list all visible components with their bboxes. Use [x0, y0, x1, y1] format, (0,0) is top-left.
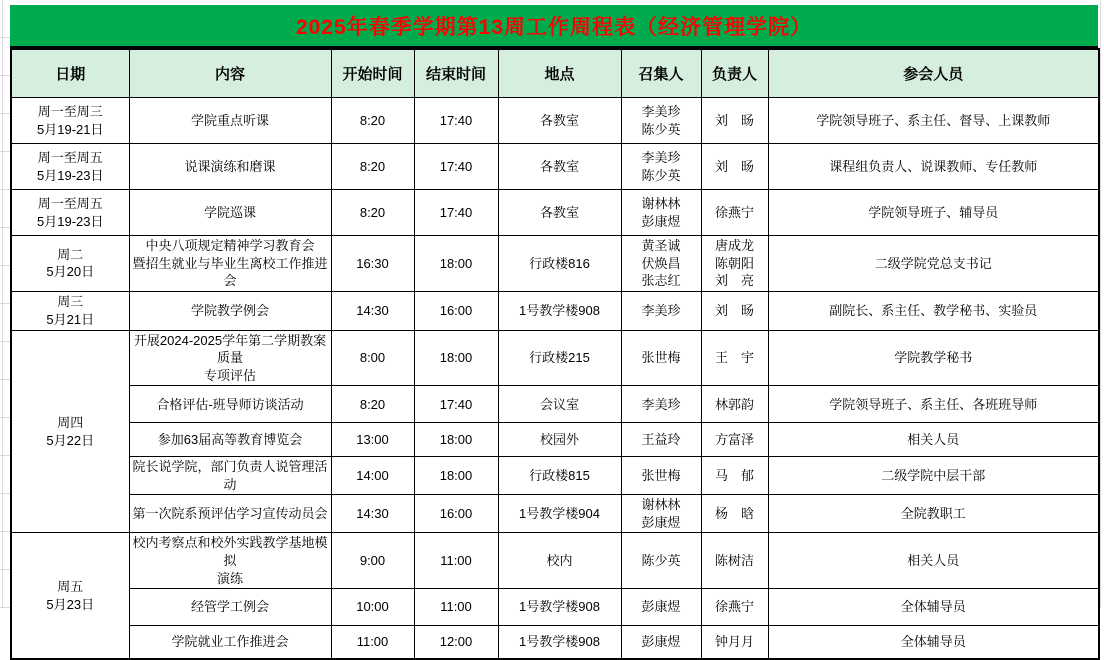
table-row: [11, 291, 1099, 330]
participants-cell: 课程组负责人、说课教师、专任教师: [768, 144, 1099, 190]
table-row: [11, 589, 1099, 626]
content-cell: 说课演练和磨课: [129, 144, 331, 190]
column-header-lead: 负责人: [701, 49, 768, 98]
convener-cell: 谢林林 彭康煜: [621, 495, 701, 533]
end-cell: 17:40: [414, 386, 498, 423]
start-cell: 8:20: [331, 190, 414, 236]
date-cell: 周二 5月20日: [11, 236, 129, 292]
start-cell: 8:20: [331, 144, 414, 190]
convener-cell: 黄圣诚 伏焕昌 张志红: [621, 236, 701, 292]
column-header-convener: 召集人: [621, 49, 701, 98]
start-cell: 13:00: [331, 423, 414, 457]
date-cell: 周一至周五 5月19-23日: [11, 144, 129, 190]
start-cell: 8:20: [331, 386, 414, 423]
location-cell: 行政楼816: [498, 236, 621, 292]
location-cell: 校内: [498, 533, 621, 589]
content-cell: 第一次院系预评估学习宣传动员会: [129, 495, 331, 533]
start-cell: 16:30: [331, 236, 414, 292]
end-cell: 17:40: [414, 190, 498, 236]
lead-cell: 刘 旸: [701, 98, 768, 144]
table-row: [11, 144, 1099, 190]
convener-cell: 李美珍: [621, 386, 701, 423]
participants-cell: 相关人员: [768, 533, 1099, 589]
date-cell: 周五 5月23日: [11, 533, 129, 659]
lead-cell: 方富泽: [701, 423, 768, 457]
location-cell: 1号教学楼908: [498, 589, 621, 626]
convener-cell: 李美珍 陈少英: [621, 98, 701, 144]
end-cell: 11:00: [414, 533, 498, 589]
table-row: [11, 190, 1099, 236]
participants-cell: 学院领导班子、辅导员: [768, 190, 1099, 236]
end-cell: 17:40: [414, 98, 498, 144]
schedule-sheet: [10, 5, 1098, 660]
convener-cell: 李美珍: [621, 291, 701, 330]
end-cell: 18:00: [414, 236, 498, 292]
location-cell: 行政楼815: [498, 457, 621, 495]
convener-cell: 彭康煜: [621, 626, 701, 659]
date-cell: 周三 5月21日: [11, 291, 129, 330]
participants-cell: 相关人员: [768, 423, 1099, 457]
date-cell: 周一至周三 5月19-21日: [11, 98, 129, 144]
title-banner: [10, 5, 1098, 48]
lead-cell: 陈树洁: [701, 533, 768, 589]
start-cell: 8:20: [331, 98, 414, 144]
column-header-end: 结束时间: [414, 49, 498, 98]
content-cell: 学院就业工作推进会: [129, 626, 331, 659]
convener-cell: 张世梅: [621, 330, 701, 386]
table-body: [11, 98, 1099, 659]
table-header: [11, 49, 1099, 98]
lead-cell: 钟月月: [701, 626, 768, 659]
table-row: [11, 626, 1099, 659]
location-cell: 行政楼215: [498, 330, 621, 386]
page-title: 2025年春季学期第13周工作周程表（经济管理学院）: [295, 15, 813, 39]
end-cell: 11:00: [414, 589, 498, 626]
content-cell: 学院重点听课: [129, 98, 331, 144]
lead-cell: 王 宇: [701, 330, 768, 386]
location-cell: 会议室: [498, 386, 621, 423]
convener-cell: 李美珍 陈少英: [621, 144, 701, 190]
column-header-location: 地点: [498, 49, 621, 98]
convener-cell: 王益玲: [621, 423, 701, 457]
end-cell: 12:00: [414, 626, 498, 659]
schedule-table: [10, 48, 1100, 660]
convener-cell: 谢林林 彭康煜: [621, 190, 701, 236]
participants-cell: 副院长、系主任、教学秘书、实验员: [768, 291, 1099, 330]
location-cell: 各教室: [498, 144, 621, 190]
date-cell: 周一至周五 5月19-23日: [11, 190, 129, 236]
lead-cell: 唐成龙 陈朝阳 刘 亮: [701, 236, 768, 292]
content-cell: 校内考察点和校外实践教学基地模拟 演练: [129, 533, 331, 589]
location-cell: 各教室: [498, 190, 621, 236]
convener-cell: 陈少英: [621, 533, 701, 589]
content-cell: 学院教学例会: [129, 291, 331, 330]
table-row: [11, 495, 1099, 533]
participants-cell: 二级学院中层干部: [768, 457, 1099, 495]
column-header-participants: 参会人员: [768, 49, 1099, 98]
convener-cell: 彭康煜: [621, 589, 701, 626]
participants-cell: 全体辅导员: [768, 589, 1099, 626]
end-cell: 18:00: [414, 330, 498, 386]
header-row: [11, 49, 1099, 98]
spreadsheet-margin-gridlines: [0, 0, 10, 608]
table-row: [11, 386, 1099, 423]
participants-cell: 全体辅导员: [768, 626, 1099, 659]
participants-cell: 全院教职工: [768, 495, 1099, 533]
content-cell: 院长说学院，部门负责人说管理活动: [129, 457, 331, 495]
lead-cell: 刘 旸: [701, 291, 768, 330]
content-cell: 中央八项规定精神学习教育会 暨招生就业与毕业生离校工作推进会: [129, 236, 331, 292]
lead-cell: 刘 旸: [701, 144, 768, 190]
lead-cell: 徐燕宁: [701, 190, 768, 236]
start-cell: 11:00: [331, 626, 414, 659]
column-header-start: 开始时间: [331, 49, 414, 98]
location-cell: 各教室: [498, 98, 621, 144]
end-cell: 17:40: [414, 144, 498, 190]
participants-cell: 学院教学秘书: [768, 330, 1099, 386]
content-cell: 经管学工例会: [129, 589, 331, 626]
lead-cell: 马 郁: [701, 457, 768, 495]
participants-cell: 学院领导班子、系主任、各班班导师: [768, 386, 1099, 423]
lead-cell: 徐燕宁: [701, 589, 768, 626]
start-cell: 14:30: [331, 495, 414, 533]
content-cell: 参加63届高等教育博览会: [129, 423, 331, 457]
start-cell: 10:00: [331, 589, 414, 626]
table-row: [11, 457, 1099, 495]
table-row: [11, 423, 1099, 457]
start-cell: 14:30: [331, 291, 414, 330]
date-cell: 周四 5月22日: [11, 330, 129, 533]
participants-cell: 二级学院党总支书记: [768, 236, 1099, 292]
content-cell: 开展2024-2025学年第二学期教案质量 专项评估: [129, 330, 331, 386]
start-cell: 9:00: [331, 533, 414, 589]
start-cell: 8:00: [331, 330, 414, 386]
column-header-date: 日期: [11, 49, 129, 98]
content-cell: 合格评估-班导师访谈活动: [129, 386, 331, 423]
lead-cell: 林郭韵: [701, 386, 768, 423]
end-cell: 16:00: [414, 495, 498, 533]
lead-cell: 杨 晗: [701, 495, 768, 533]
start-cell: 14:00: [331, 457, 414, 495]
end-cell: 16:00: [414, 291, 498, 330]
table-row: [11, 236, 1099, 292]
table-row: [11, 330, 1099, 386]
table-row: [11, 98, 1099, 144]
participants-cell: 学院领导班子、系主任、督导、上课教师: [768, 98, 1099, 144]
location-cell: 校园外: [498, 423, 621, 457]
location-cell: 1号教学楼908: [498, 291, 621, 330]
table-row: [11, 533, 1099, 589]
end-cell: 18:00: [414, 457, 498, 495]
end-cell: 18:00: [414, 423, 498, 457]
content-cell: 学院巡课: [129, 190, 331, 236]
convener-cell: 张世梅: [621, 457, 701, 495]
location-cell: 1号教学楼908: [498, 626, 621, 659]
location-cell: 1号教学楼904: [498, 495, 621, 533]
column-header-content: 内容: [129, 49, 331, 98]
